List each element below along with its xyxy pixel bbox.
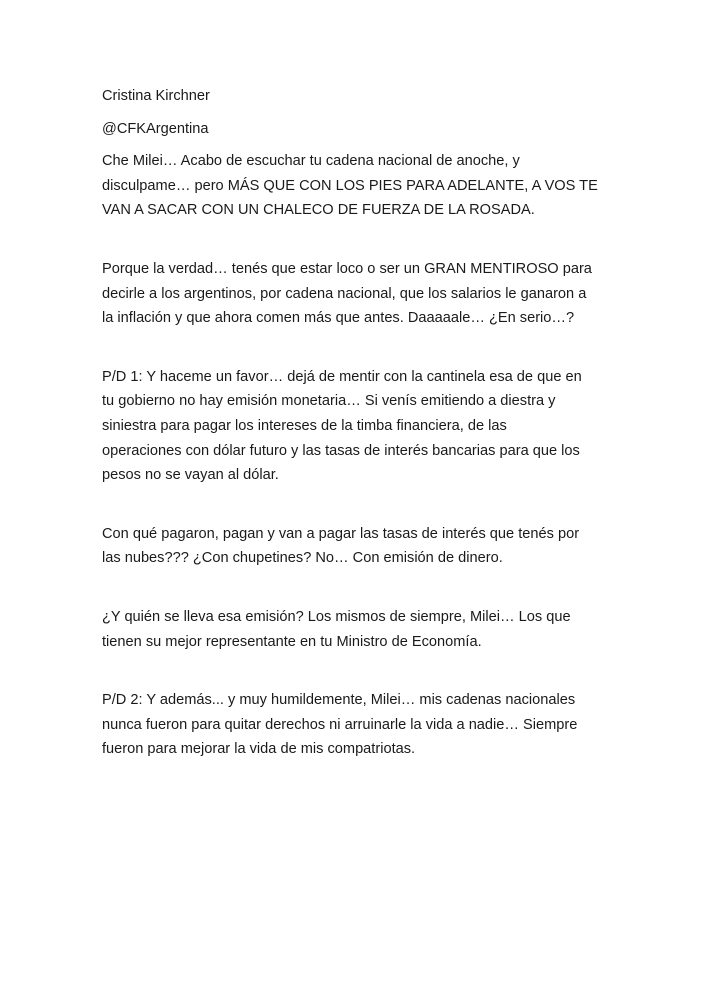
paragraph-line: operaciones con dólar futuro y las tasas de interés bancarias para que los — [102, 442, 580, 459]
paragraph-4 — [102, 522, 602, 571]
paragraph-5 — [102, 605, 602, 654]
author-handle: @CFKArgentina — [102, 120, 209, 137]
paragraph-line: nunca fueron para quitar derechos ni arruinarle la vida a nadie… Siempre — [102, 716, 578, 733]
paragraph-line: decirle a los argentinos, por cadena nacional, que los salarios le ganaron a — [102, 285, 587, 302]
paragraph-1 — [102, 149, 602, 223]
paragraph-line: tu gobierno no hay emisión monetaria… Si venís emitiendo a diestra y — [102, 393, 556, 410]
paragraph-line: disculpame… pero MÁS QUE CON LOS PIES PARA ADELANTE, A VOS TE — [102, 177, 598, 194]
paragraph-line: las nubes??? ¿Con chupetines? No… Con emisión de dinero. — [102, 550, 503, 567]
paragraph-line: la inflación y que ahora comen más que antes. Daaaaale… ¿En serio…? — [102, 310, 575, 327]
paragraph-line: VAN A SACAR CON UN CHALECO DE FUERZA DE LA ROSADA. — [102, 202, 535, 219]
author-name: Cristina Kirchner — [102, 88, 210, 104]
document-body — [102, 84, 602, 762]
paragraph-line: Con qué pagaron, pagan y van a pagar las tasas de interés que tenés por — [102, 525, 580, 542]
paragraph-line: P/D 1: Y haceme un favor… dejá de mentir con la cantinela esa de que en — [102, 368, 582, 385]
paragraph-line: siniestra para pagar los intereses de la timba financiera, de las — [102, 417, 507, 434]
paragraph-3 — [102, 365, 602, 488]
paragraph-line: P/D 2: Y además... y muy humildemente, Milei… mis cadenas nacionales — [102, 692, 576, 709]
paragraph-line: Porque la verdad… tenés que estar loco o ser un GRAN MENTIROSO para — [102, 260, 592, 277]
paragraph-line: pesos no se vayan al dólar. — [102, 467, 279, 484]
paragraph-line: fueron para mejorar la vida de mis compatriotas. — [102, 741, 416, 758]
paragraph-6 — [102, 688, 602, 762]
paragraph-2 — [102, 257, 602, 331]
paragraph-line: ¿Y quién se lleva esa emisión? Los mismos de siempre, Milei… Los que — [102, 608, 571, 625]
paragraph-line: tienen su mejor representante en tu Ministro de Economía. — [102, 633, 482, 650]
paragraph-line: Che Milei… Acabo de escuchar tu cadena nacional de anoche, y — [102, 153, 520, 170]
